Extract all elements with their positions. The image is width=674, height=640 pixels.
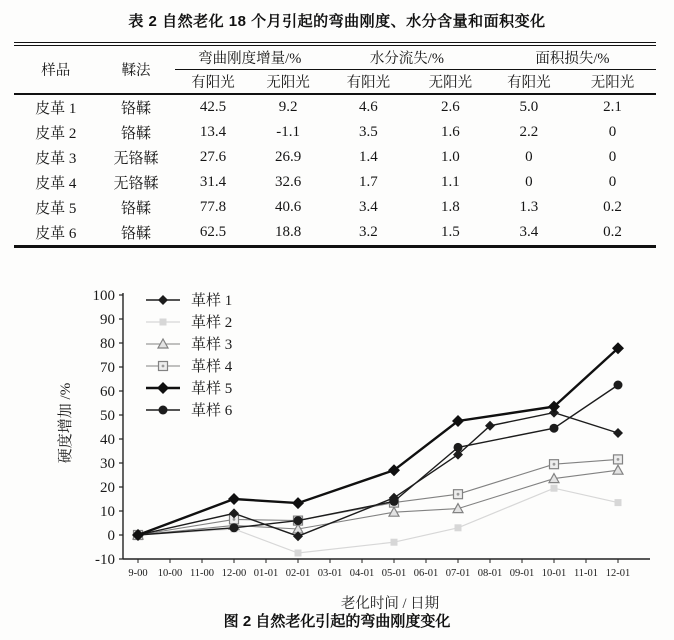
series-2-marker (391, 539, 398, 546)
value-cell: 18.8 (275, 224, 302, 240)
value-cell: 31.4 (199, 174, 227, 190)
value-cell: 1.8 (440, 199, 460, 215)
series-4-marker-dot (457, 493, 460, 496)
series-6-marker (454, 443, 463, 452)
chart-xaxis-label: 老化时间 / 日期 (340, 596, 440, 612)
value-cell: 0 (608, 174, 617, 190)
series-4-line (138, 459, 618, 535)
value-cell: 32.6 (275, 174, 302, 190)
value-cell: 3.4 (519, 224, 539, 240)
table-body (14, 94, 656, 247)
value-cell: 40.6 (275, 199, 302, 215)
series-5-line (138, 348, 618, 535)
legend-label-4: 革样 4 (191, 359, 233, 375)
x-tick-label: 11-00 (189, 568, 215, 579)
x-tick-label: 10-00 (157, 568, 183, 579)
legend-label-1: 革样 1 (191, 293, 233, 309)
value-cell: 0 (525, 174, 533, 190)
table-caption: 表 2 自然老化 18 个月引起的弯曲刚度、水分含量和面积变化 (128, 13, 546, 30)
value-cell: 3.4 (359, 199, 378, 215)
y-tick-label: 100 (92, 288, 115, 304)
value-cell: 3.2 (359, 224, 378, 240)
method-cell: 铬鞣 (121, 126, 152, 142)
method-cell: 无铬鞣 (113, 151, 159, 167)
series-6-marker (390, 497, 399, 506)
header-sun: 有阳光 (489, 70, 569, 95)
series-4-marker-dot (617, 458, 620, 461)
header-nosun: 无阳光 (251, 70, 325, 95)
series-5-marker (292, 497, 304, 509)
series-5-marker (228, 493, 240, 505)
header-nosun: 无阳光 (412, 70, 489, 95)
method-cell: 无铬鞣 (113, 176, 159, 192)
y-tick-label: 20 (100, 480, 115, 496)
value-cell: 5.0 (519, 99, 539, 115)
header-nosun: 无阳光 (569, 70, 656, 95)
y-tick-label: 30 (100, 456, 115, 472)
x-tick-label: 12-01 (605, 568, 631, 579)
series-4-marker-dot (553, 463, 556, 466)
x-tick-label: 05-01 (381, 568, 407, 579)
data-table (14, 42, 656, 248)
method-cell: 铬鞣 (121, 201, 152, 217)
y-tick-label: 0 (107, 528, 115, 544)
legend-marker-2 (160, 319, 167, 326)
value-cell: 1.3 (519, 199, 539, 215)
value-cell: -1.1 (276, 124, 301, 140)
table-row (14, 170, 656, 195)
value-cell: 77.8 (199, 199, 227, 215)
header-group-area: 面积损失/% (489, 44, 656, 70)
value-cell: 1.5 (440, 224, 460, 240)
legend-label-2: 革样 2 (191, 315, 233, 331)
series-6-marker (230, 523, 239, 532)
series-6-marker (294, 516, 303, 525)
value-cell: 1.4 (359, 149, 378, 165)
x-tick-label: 04-01 (349, 568, 375, 579)
x-tick-label: 11-01 (573, 568, 599, 579)
value-cell: 1.7 (359, 174, 378, 190)
line-chart (8, 283, 668, 591)
figure-chart (8, 283, 668, 591)
x-tick-label: 09-01 (509, 568, 535, 579)
value-cell: 42.5 (199, 99, 227, 115)
x-tick-label: 01-01 (253, 568, 279, 579)
header-sun: 有阳光 (325, 70, 412, 95)
table-row (14, 120, 656, 145)
series-2-marker (295, 550, 302, 557)
chart-yaxis-label: 硬度增加 /% (58, 382, 74, 464)
sample-cell: 皮革 5 (35, 201, 77, 217)
value-cell: 0.2 (603, 199, 622, 215)
x-tick-label: 02-01 (285, 568, 311, 579)
sample-cell: 皮革 6 (35, 226, 77, 242)
sample-cell: 皮革 2 (35, 126, 77, 142)
y-tick-label: 80 (100, 336, 115, 352)
value-cell: 2.1 (603, 99, 622, 115)
header-method: 鞣法 (98, 44, 175, 94)
y-tick-label: 60 (100, 384, 115, 400)
table-row (14, 220, 656, 247)
value-cell: 3.5 (359, 124, 378, 140)
value-cell: 0 (525, 149, 533, 165)
value-cell: 62.5 (199, 224, 227, 240)
x-tick-label: 03-01 (317, 568, 343, 579)
value-cell: 2.2 (519, 124, 539, 140)
method-cell: 铬鞣 (121, 226, 152, 242)
value-cell: 0.2 (603, 224, 622, 240)
value-cell: 9.2 (278, 99, 298, 115)
series-2-marker (551, 485, 558, 492)
legend-label-5: 革样 5 (191, 381, 233, 397)
series-2-marker (455, 524, 462, 531)
header-group-moisture: 水分流失/% (325, 44, 489, 70)
y-tick-label: 90 (100, 312, 115, 328)
series-2-line (138, 488, 618, 553)
series-3-marker (613, 465, 623, 474)
y-tick-label: 70 (100, 360, 115, 376)
sample-cell: 皮革 1 (35, 101, 77, 117)
legend-label-6: 革样 6 (191, 403, 233, 419)
legend-marker-4-dot (162, 365, 165, 368)
header-sun: 有阳光 (175, 70, 252, 95)
x-tick-label: 10-01 (541, 568, 567, 579)
series-4-marker-dot (233, 518, 236, 521)
table-header (14, 44, 656, 94)
table-row (14, 195, 656, 220)
x-tick-label: 07-01 (445, 568, 471, 579)
series-1-marker (613, 428, 623, 438)
value-cell: 0 (608, 124, 617, 140)
series-6-marker (550, 424, 559, 433)
legend-marker-6 (159, 406, 168, 415)
series-1-line (138, 413, 618, 537)
series-2-marker (615, 499, 622, 506)
value-cell: 1.0 (440, 149, 460, 165)
value-cell: 27.6 (199, 149, 227, 165)
sample-cell: 皮革 3 (35, 151, 77, 167)
value-cell: 2.6 (440, 99, 460, 115)
table-row (14, 94, 656, 120)
series-3-marker (453, 504, 463, 513)
table-header-group-row (14, 44, 656, 70)
y-tick-label: 10 (100, 504, 115, 520)
y-tick-label: 50 (100, 408, 115, 424)
legend-marker-1 (158, 295, 168, 305)
value-cell: 13.4 (199, 124, 227, 140)
x-tick-label: 9-00 (128, 568, 148, 579)
y-tick-label: -10 (95, 552, 115, 568)
value-cell: 26.9 (275, 149, 302, 165)
y-tick-label: 40 (100, 432, 115, 448)
series-3-line (138, 470, 618, 535)
value-cell: 4.6 (359, 99, 378, 115)
sample-cell: 皮革 4 (35, 176, 77, 192)
table-row (14, 145, 656, 170)
legend-marker-5 (157, 382, 169, 394)
figure-caption: 图 2 自然老化引起的弯曲刚度变化 (223, 613, 451, 630)
value-cell: 1.1 (440, 174, 460, 190)
x-tick-label: 12-00 (221, 568, 247, 579)
series-6-marker (614, 381, 623, 390)
x-tick-label: 08-01 (477, 568, 503, 579)
x-tick-label: 06-01 (413, 568, 439, 579)
method-cell: 铬鞣 (121, 101, 152, 117)
value-cell: 0 (608, 149, 617, 165)
header-group-stiffness: 弯曲刚度增量/% (175, 44, 325, 70)
legend-label-3: 革样 3 (191, 337, 233, 353)
value-cell: 1.6 (440, 124, 460, 140)
header-sample: 样品 (14, 44, 98, 94)
